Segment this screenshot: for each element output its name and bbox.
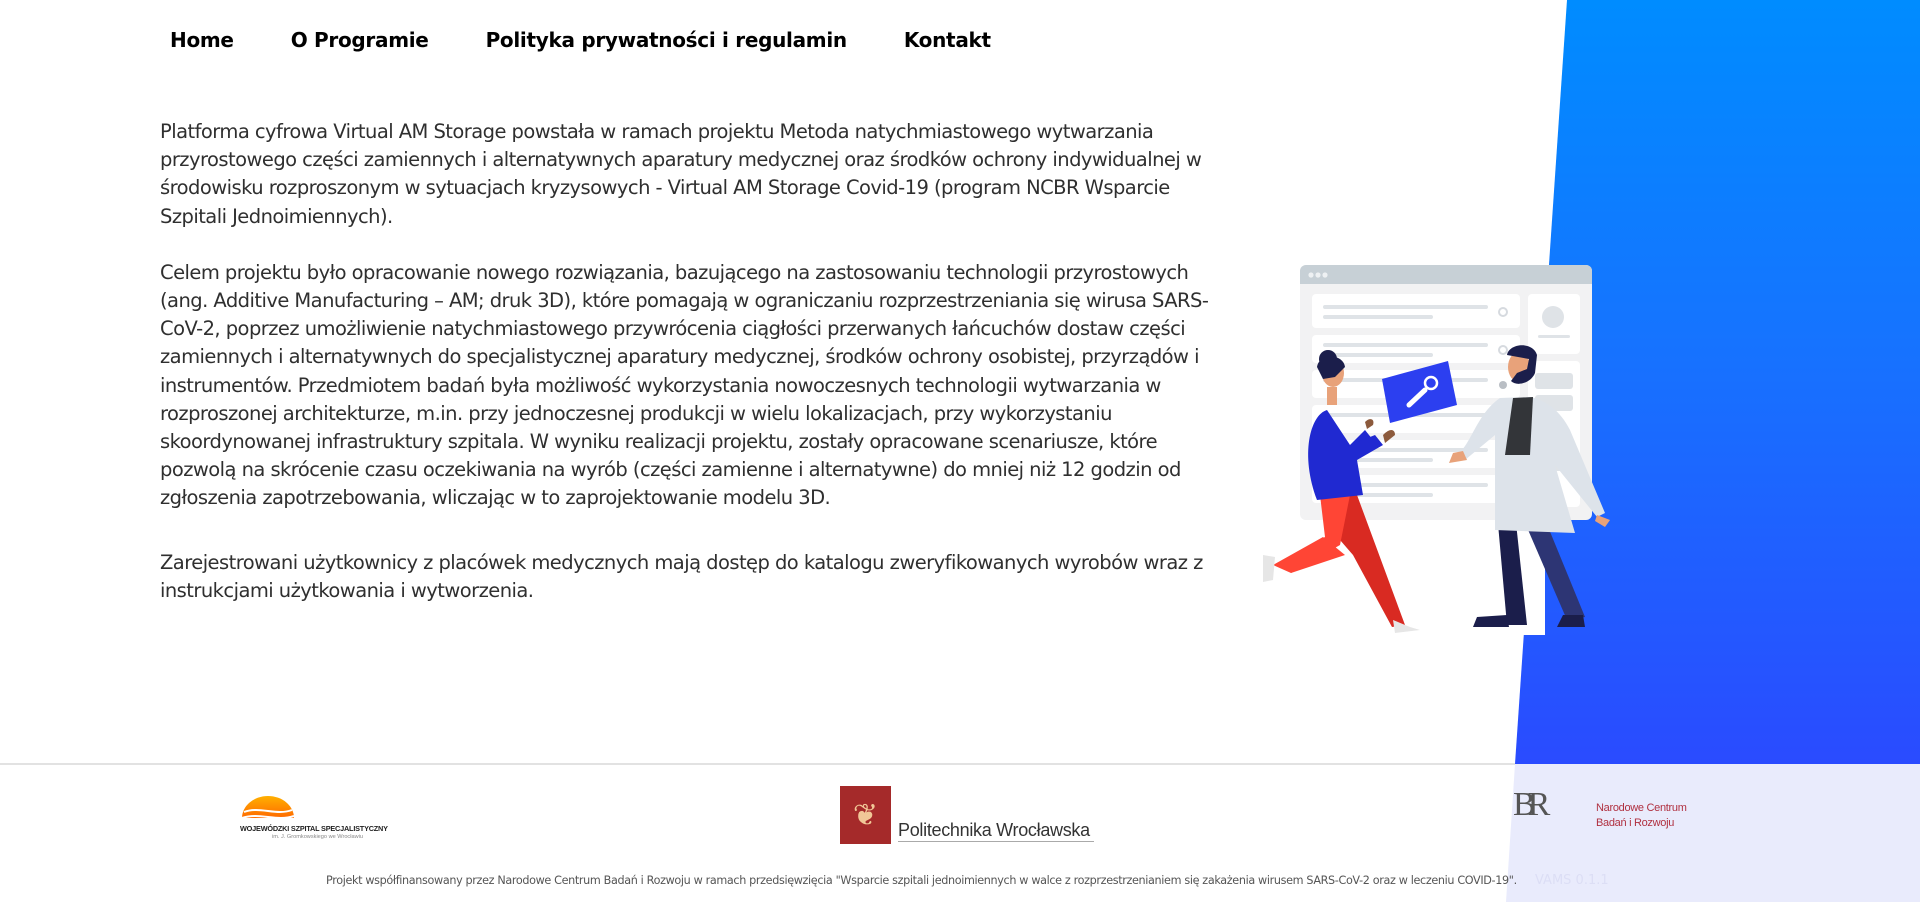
nav-kontakt[interactable]: Kontakt [903,28,991,52]
intro-paragraph-2: Celem projektu było opracowanie nowego rozwiązania, bazującego na zastosowaniu technologii przyrostowych (ang. Additive Manufacturing – AM; druk 3D), które pomagają w ograniczaniu rozprzestrzeniania się wirusa SARS-CoV-2, poprzez umożliwienie natychmiastowego przywrócenia ciągłości przerwanych łańcuchów dostaw części zamiennych i alternatywnych do specjalistycznej aparatury medycznej, środków ochrony osobistej, przyrządów i instrumentów. Przedmiotem badań była możliwość wykorzystania nowoczesnych technologii wytwarzania w rozproszonej architekturze, m.in. przy jednoczesnej produkcji w wielu lokalizacjach, przy wykorzystaniu skoordynowanej infrastruktury szpitala. W wyniku realizacji projektu, zostały opracowane scenariusze, które pozwolą na skrócenie czasu oczekiwania na wyrób (części zamienne i alternatywne) do mniej niż 12 godzin od zgłoszenia zapotrzebowania, wliczając w to zaprojektowanie modelu 3D. [160,260,1209,510]
funding-note: Projekt współfinansowany przez Narodowe Centrum Badań i Rozwoju w ramach przedsięwzięcia "Wsparcie szpitali jednoimiennych w walce z rozprzestrzenianiem się zakażenia wirusem SARS-CoV-2 oraz w leczeniu COVID-19". [326,874,1517,887]
app-version: VAMS 0.1.1 [1535,873,1609,888]
nav-polityka[interactable]: Polityka prywatności i regulamin [485,28,847,52]
intro-content [160,118,1220,633]
intro-paragraph-1: Platforma cyfrowa Virtual AM Storage powstała w ramach projektu Metoda natychmiastowego wytwarzania przyrostowego części zamiennych i alternatywnych aparatury medycznej oraz środków ochrony indywidualnej w środowisku rozproszonym w sytuacjach kryzysowych - Virtual AM Storage Covid-19 (program NCBR Wsparcie Szpitali Jednoimiennych). [160,120,1202,228]
logo-wojewodzki-szpital: WOJEWÓDZKI SZPITAL SPECJALISTYCZNY im. J. Gromkowskiego we Wrocławiu [240,792,405,848]
nav-o-programie[interactable]: O Programie [290,28,429,52]
logo-ncbr: BR Narodowe Centrum Badań i Rozwoju [1513,786,1687,829]
ncbr-mark-icon: BR [1513,786,1543,823]
footer-divider [0,763,1515,765]
nav-home[interactable]: Home [170,28,234,52]
main-nav [170,28,1048,52]
intro-paragraph-3: Zarejestrowani użytkownicy z placówek medycznych mają dostęp do katalogu zweryfikowanych wyrobów wraz z instrukcjami użytkowania i wytworzenia. [160,550,1203,602]
logo-politechnika-wroclawska: ❦ Politechnika Wrocławska [840,786,1085,848]
hero-illustration [1245,255,1675,635]
pwr-eagle-icon: ❦ [840,786,891,844]
